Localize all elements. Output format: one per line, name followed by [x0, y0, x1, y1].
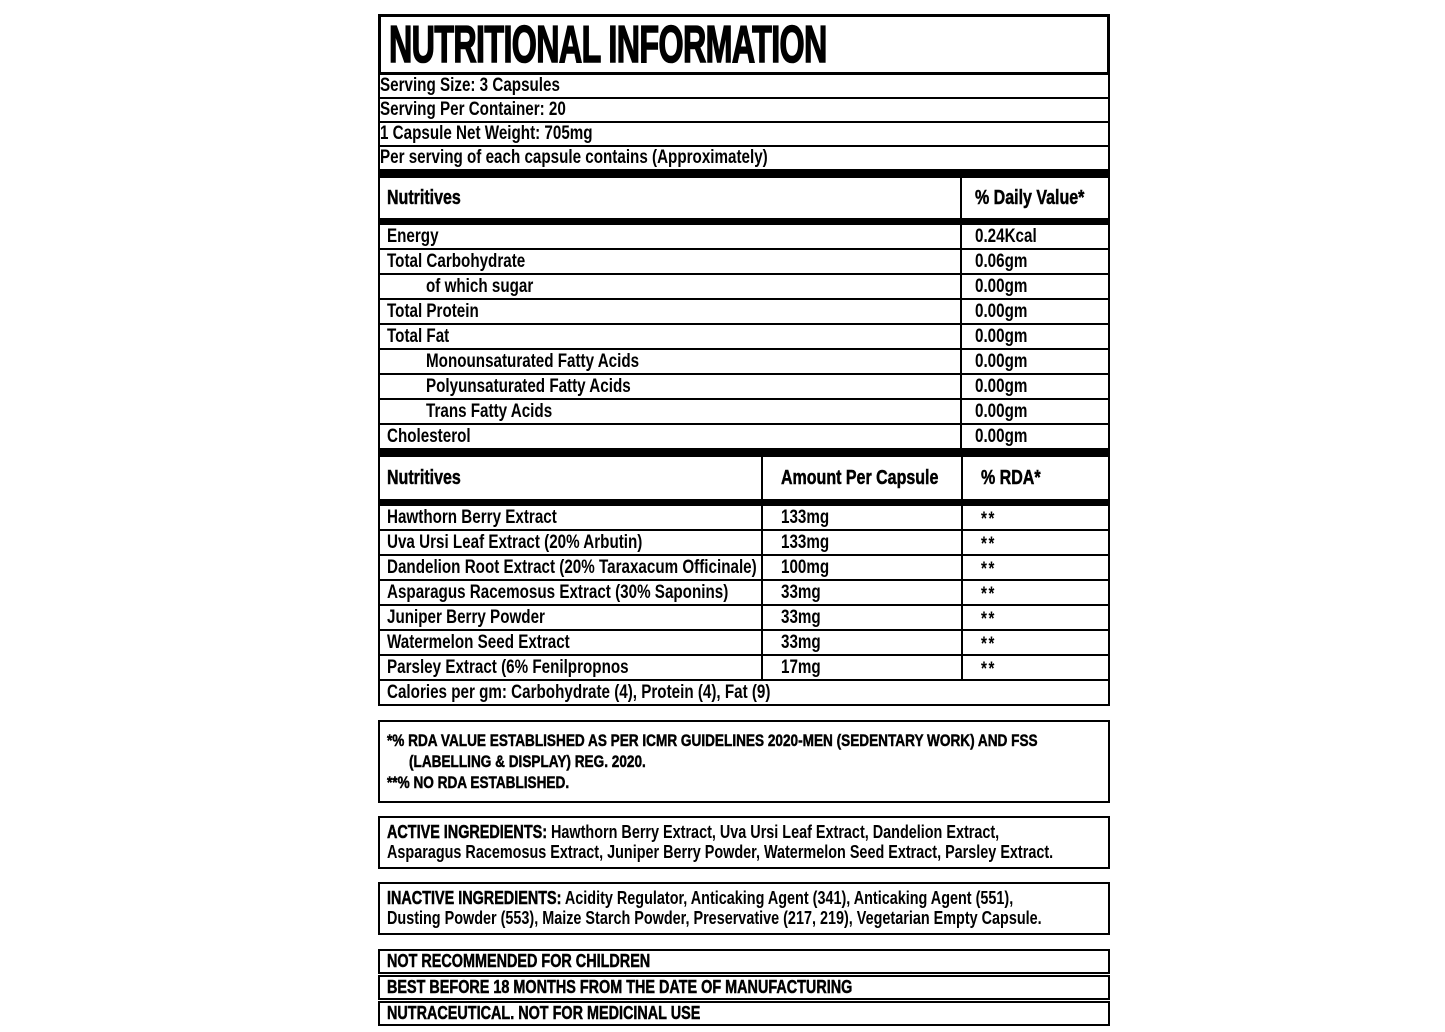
table-row: [378, 323, 1110, 350]
ingredient-rda: **: [981, 583, 997, 605]
ingredient-rda: **: [981, 533, 997, 555]
ingredient-amount: 33mg: [781, 631, 821, 653]
ingredient-amount: 133mg: [781, 531, 830, 553]
ingredient-amount: 100mg: [781, 556, 830, 578]
inactive-ingredients-line-2: Dusting Powder (553), Maize Starch Powder, Preservative (217, 219), Vegetarian Empty Capsule.: [387, 908, 1042, 928]
nutritive-value: 0.06gm: [975, 250, 1028, 272]
per-serving-note-row: [378, 145, 1110, 171]
nutritive-value: 0.00gm: [975, 325, 1028, 347]
nutritive-value: 0.00gm: [975, 300, 1028, 322]
nutritive-value: 0.24Kcal: [975, 225, 1037, 247]
nutritive-value: 0.00gm: [975, 400, 1028, 422]
thick-divider-bar: [378, 450, 1110, 457]
serving-size-text: Serving Size: 3 Capsules: [380, 75, 560, 96]
nutritive-value: 0.00gm: [975, 425, 1028, 447]
nutritive-label: Total Protein: [387, 300, 479, 322]
best-before-text: BEST BEFORE 18 MONTHS FROM THE DATE OF MANUFACTURING: [387, 977, 853, 997]
ingredient-rda: **: [981, 508, 997, 530]
inactive-ingredients-box: [378, 882, 1110, 935]
children-notice-text: NOT RECOMMENDED FOR CHILDREN: [387, 951, 651, 971]
nutritive-label: Total Carbohydrate: [387, 250, 526, 272]
nutritive-label: Trans Fatty Acids: [426, 400, 553, 422]
ingredient-rda: **: [981, 658, 997, 680]
rda-header-cell: [961, 457, 1108, 499]
ingredient-name: Juniper Berry Powder: [387, 606, 545, 628]
nutritive-value: 0.00gm: [975, 275, 1028, 297]
notice-rows: [378, 949, 1110, 1026]
table-row: [378, 298, 1110, 325]
nutraceutical-notice-text: NUTRACEUTICAL. NOT FOR MEDICINAL USE: [387, 1003, 701, 1023]
nutritives-header-label: Nutritives: [387, 466, 461, 489]
nutritive-label: Monounsaturated Fatty Acids: [426, 350, 640, 372]
calories-note-row: [378, 679, 1110, 706]
nutritive-label: Energy: [387, 225, 439, 247]
children-notice-row: [378, 949, 1110, 974]
daily-value-table-header: [378, 178, 1110, 218]
serving-per-container-text: Serving Per Container: 20: [380, 99, 566, 120]
ingredient-rda: **: [981, 633, 997, 655]
inactive-ingredients-line-1: Acidity Regulator, Anticaking Agent (341), Anticaking Agent (551),: [564, 888, 1014, 908]
ingredient-amount: 133mg: [781, 506, 830, 528]
rda-header-label: % RDA*: [981, 466, 1041, 489]
rda-footnote-box: [378, 720, 1110, 803]
nutrition-label: [378, 14, 1110, 1026]
capsule-net-weight-row: [378, 121, 1110, 147]
table-row: [378, 423, 1110, 450]
nutraceutical-notice-row: [378, 1001, 1110, 1026]
nutritive-value: 0.00gm: [975, 375, 1028, 397]
label-title-box: [378, 14, 1110, 75]
ingredient-row: [378, 604, 1110, 631]
ingredient-row: [378, 529, 1110, 556]
active-ingredients-box: [378, 816, 1110, 869]
footnote-line-3: **% NO RDA ESTABLISHED.: [387, 773, 570, 792]
ingredient-name: Parsley Extract (6% Fenilpropnos: [387, 656, 629, 678]
ingredient-amount: 33mg: [781, 581, 821, 603]
serving-size-row: [378, 73, 1110, 99]
ingredient-rda: **: [981, 558, 997, 580]
capsule-net-weight-text: 1 Capsule Net Weight: 705mg: [380, 123, 593, 144]
calories-note-text: Calories per gm: Carbohydrate (4), Protein (4), Fat (9): [387, 681, 771, 703]
best-before-row: [378, 975, 1110, 1000]
ingredient-row: [378, 504, 1110, 531]
daily-value-header-cell: [960, 178, 1108, 218]
per-serving-note-text: Per serving of each capsule contains (Approximately): [380, 147, 768, 168]
nutritives-header-cell: [380, 178, 960, 218]
active-ingredients-label: ACTIVE INGREDIENTS:: [387, 822, 548, 842]
nutritive-label: Total Fat: [387, 325, 450, 347]
thick-divider-bar: [378, 171, 1110, 178]
table-row: [378, 373, 1110, 400]
daily-value-header-label: % Daily Value*: [975, 186, 1085, 209]
active-ingredients-line-2: Asparagus Racemosus Extract, Juniper Berry Powder, Watermelon Seed Extract, Parsley Extract.: [387, 842, 1054, 862]
ingredient-name: Hawthorn Berry Extract: [387, 506, 557, 528]
nutritive-label: Polyunsaturated Fatty Acids: [426, 375, 631, 397]
rda-table-header: [378, 457, 1110, 499]
ingredient-rda: **: [981, 608, 997, 630]
serving-per-container-row: [378, 97, 1110, 123]
table-row: [378, 398, 1110, 425]
table-row: [378, 273, 1110, 300]
ingredient-name: Watermelon Seed Extract: [387, 631, 570, 653]
amount-header-label: Amount Per Capsule: [781, 466, 939, 489]
nutritive-label: of which sugar: [426, 275, 534, 297]
footnote-line-2: (LABELLING & DISPLAY) REG. 2020.: [409, 752, 646, 771]
amount-header-cell: [761, 457, 961, 499]
inactive-ingredients-label: INACTIVE INGREDIENTS:: [387, 888, 562, 908]
ingredient-amount: 17mg: [781, 656, 821, 678]
nutritives-header-cell: [380, 457, 761, 499]
table-row: [378, 223, 1110, 250]
page-title: NUTRITIONAL INFORMATION: [389, 15, 827, 74]
ingredient-name: Uva Ursi Leaf Extract (20% Arbutin): [387, 531, 643, 553]
ingredient-amount: 33mg: [781, 606, 821, 628]
ingredient-row: [378, 629, 1110, 656]
ingredient-name: Asparagus Racemosus Extract (30% Saponins): [387, 581, 729, 603]
ingredient-name: Dandelion Root Extract (20% Taraxacum Officinale): [387, 556, 757, 578]
active-ingredients-line-1: Hawthorn Berry Extract, Uva Ursi Leaf Extract, Dandelion Extract,: [551, 822, 1000, 842]
ingredient-row: [378, 654, 1110, 681]
nutritive-value: 0.00gm: [975, 350, 1028, 372]
nutritive-label: Cholesterol: [387, 425, 471, 447]
table-row: [378, 348, 1110, 375]
ingredient-row: [378, 579, 1110, 606]
nutritives-header-label: Nutritives: [387, 186, 461, 209]
table-row: [378, 248, 1110, 275]
ingredient-row: [378, 554, 1110, 581]
footnote-line-1: *% RDA VALUE ESTABLISHED AS PER ICMR GUIDELINES 2020-MEN (SEDENTARY WORK) AND FSS: [387, 731, 1038, 750]
